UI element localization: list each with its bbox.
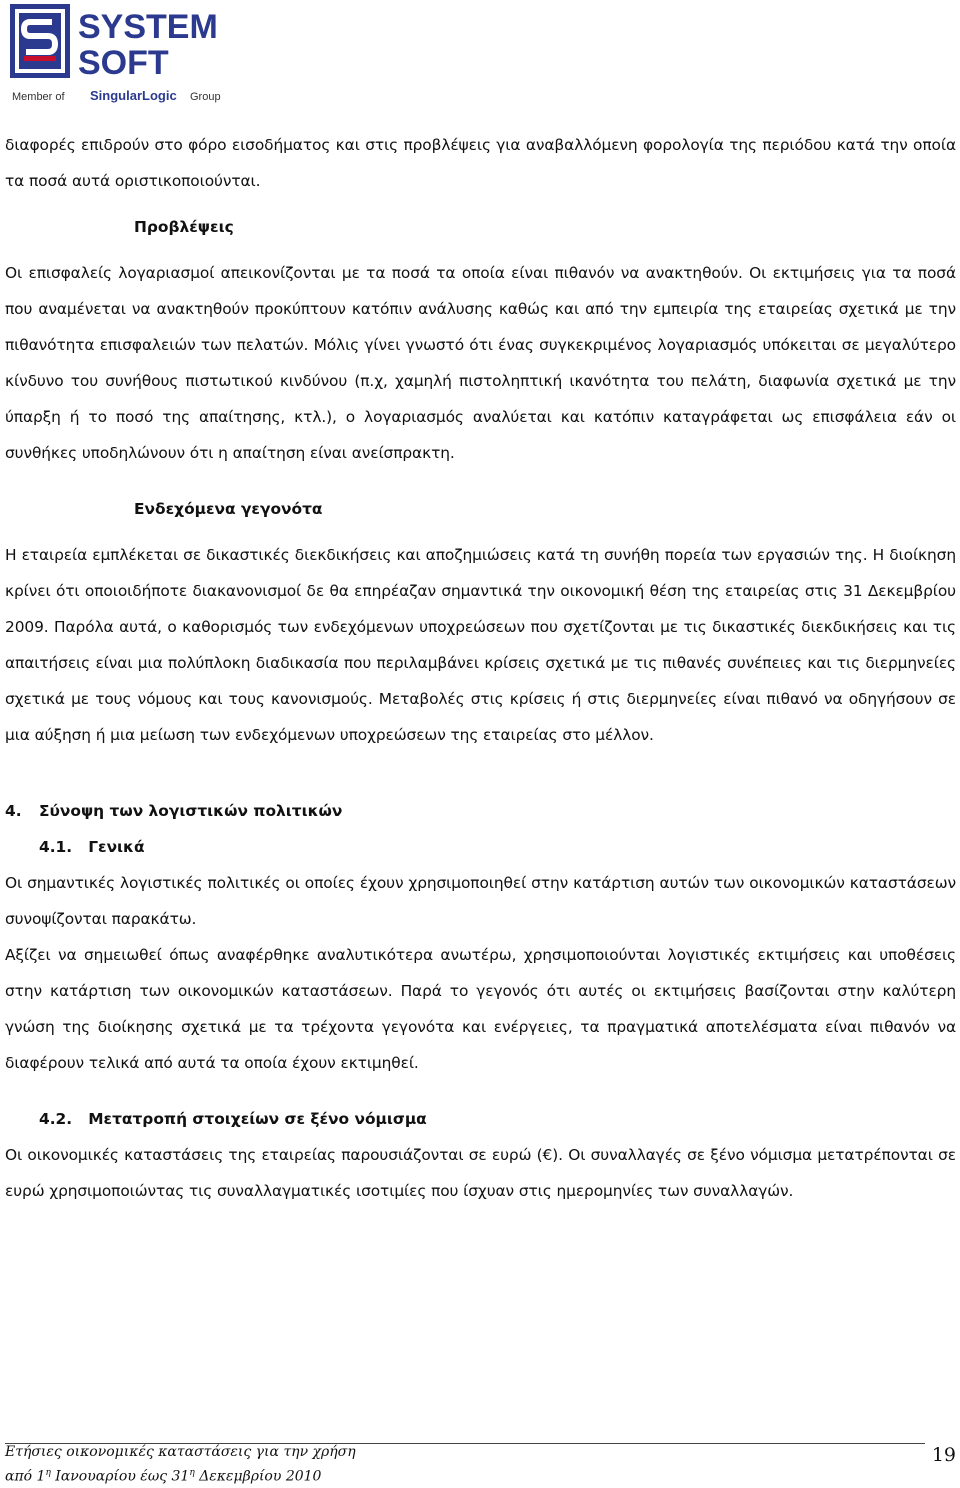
heading-provlepseis: Προβλέψεις (134, 218, 234, 236)
paragraph-provlepseis: Οι επισφαλείς λογαριασμοί απεικονίζονται με τα ποσά τα οποία είναι πιθανόν να ανακτηθούν. Οι εκτιμήσεις για τα ποσά που αναμένεται να ανακτηθούν προκύπτουν κατόπιν ανάλυσης καθώς και από την εμπειρία της εταιρείας σχετικά με την πιθανότητα επισφαλειών των πελατών. Μόλις γίνει γνωστό ότι ένας συγκεκριμένος λογαριασμός υπόκειται σε μεγαλύτερο κίνδυνο του συνήθους πιστωτικού κινδύνου (π.χ, χαμηλή πιστοληπτική ικανότητα του πελάτη, διαφωνία σχετικά με την ύπαρξη ή το ποσό της απαίτησης, κτλ.), ο λογαριασμός αναλύεται και κατόπιν καταγράφεται ως επισφάλεια εάν οι συνθήκες υποδηλώνουν ότι η απαίτηση είναι ανείσπρακτη. (5, 264, 956, 462)
heading-section-4-1 (5, 829, 956, 865)
logo-group: Group (190, 91, 221, 103)
heading-section-4-2 (5, 1101, 956, 1137)
heading-section-4 (5, 793, 956, 829)
logo-brand: SingularLogic (90, 88, 177, 103)
footer-period: από $1^\eta$ Ιανουαρίου έως $31^\eta$ Δεκεμβρίου 2010 (5, 1468, 322, 1485)
paragraph-endexomena: Η εταιρεία εμπλέκεται σε δικαστικές διεκδικήσεις και αποζημιώσεις κατά τη συνήθη πορεία των εργασιών της. Η διοίκηση κρίνει ότι οποιοιδήποτε διακανονισμοί δε θα επηρέαζαν σημαντικά την οικονομική θέση της εταιρείας στις 31 Δεκεμβρίου 2009. Παρόλα αυτά, ο καθορισμός των ενδεχόμενων υποχρεώσεων που σχετίζονται με τις δικαστικές διεκδικήσεις και τις απαιτήσεις είναι μια πολύπλοκη διαδικασία που περιλαμβάνει κρίσεις σχετικά με τις πιθανές συνέπειες και τις διερμηνείες σχετικά με τους νόμους και τους κανονισμούς. Μεταβολές στις κρίσεις ή στις διερμηνείες είναι πιθανό να οδηγήσουν σε μια αύξηση ή μια μείωση των ενδεχόμενων υποχρεώσεων της εταιρείας στο μέλλον. (5, 546, 956, 744)
paragraph-genika-2: Αξίζει να σημειωθεί όπως αναφέρθηκε αναλυτικότερα ανωτέρω, χρησιμοποιούνται λογιστικές εκτιμήσεις και υποθέσεις στην κατάρτιση των οικονομικών καταστάσεων. Παρά το γεγονός ότι αυτές οι εκτιμήσεις βασίζονται στην καλύτερη γνώση της διοίκησης σχετικά με τα τρέχοντα γεγονότα και ενέργειες, τα πραγματικά αποτελέσματα είναι πιθανόν να διαφέρουν τελικά από αυτά τα οποία έχουν εκτιμηθεί. (5, 946, 956, 1072)
paragraph-genika-1: Οι σημαντικές λογιστικές πολιτικές οι οποίες έχουν χρησιμοποιηθεί στην κατάρτιση αυτών των οικονομικών καταστάσεων συνοψίζονται παρακάτω. (5, 874, 956, 928)
page-number: 19 (931, 1444, 956, 1466)
systemsoft-logo-icon (10, 2, 240, 106)
heading-endexomena: Ενδεχόμενα γεγονότα (134, 500, 323, 518)
logo-line1: SYSTEM (78, 8, 218, 46)
section-4-title: Σύνοψη των λογιστικών πολιτικών (39, 802, 343, 820)
paragraph-currency: Οι οικονομικές καταστάσεις της εταιρείας παρουσιάζονται σε ευρώ (€). Οι συναλλαγές σε ξένο νόμισμα μετατρέπονται σε ευρώ χρησιμοποιώντας τις συναλλαγματικές ισοτιμίες που ίσχυαν στις ημερομηνίες των συναλλαγών. (5, 1146, 956, 1200)
section-4-2-title: Μετατροπή στοιχείων σε ξένο νόμισμα (88, 1110, 427, 1128)
section-4-2-number: 4.2. (39, 1110, 73, 1128)
logo-line2: SOFT (78, 44, 169, 82)
section-4-1-title: Γενικά (88, 838, 145, 856)
paragraph-tax: διαφορές επιδρούν στο φόρο εισοδήματος και στις προβλέψεις για αναβαλλόμενη φορολογία της περιόδου κατά την οποία τα ποσά αυτά οριστικοποιούνται. (5, 136, 956, 190)
company-logo (10, 2, 240, 106)
footer-title: Ετήσιες οικονομικές καταστάσεις για την χρήση (5, 1444, 356, 1460)
section-4-number: 4. (5, 802, 22, 820)
document-body (5, 127, 956, 1209)
section-4-1-number: 4.1. (39, 838, 73, 856)
logo-member: Member of (12, 91, 65, 103)
